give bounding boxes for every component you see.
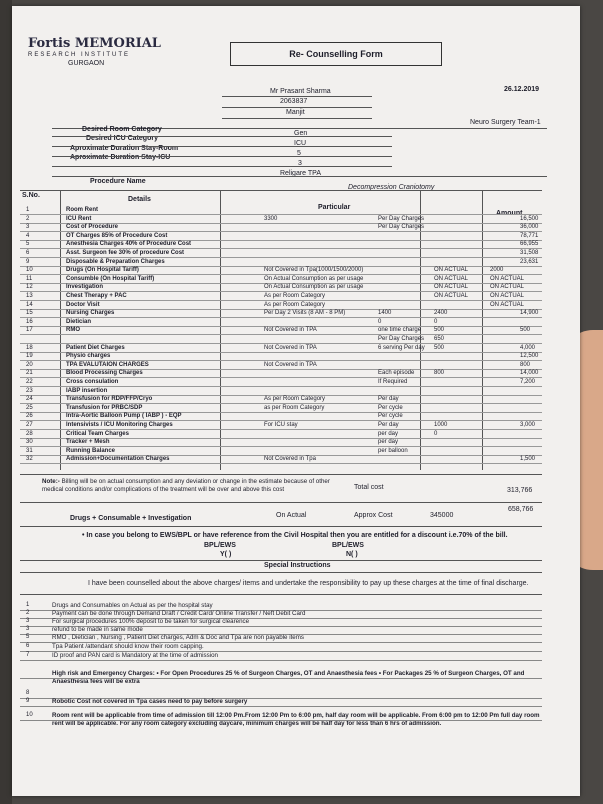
row-details: Anesthesia Charges 40% of Procedure Cost bbox=[66, 241, 192, 248]
row-details: Disposable & Preparation Charges bbox=[66, 258, 165, 265]
row-details: Doctor Visit bbox=[66, 301, 100, 308]
row-sno: 21 bbox=[26, 370, 33, 377]
table-row bbox=[20, 326, 542, 334]
instruction-text: Room rent will be applicable from time of admission till 12:00 Pm.From 12:00 Pm to 6:00 pm, half day room will be applicable. From 6:00 pm to 12:00 Pm full day room rent will be applicable. For any room category excluding daycare, minimum charges will be half day for less than 6 hrs of admission. bbox=[52, 712, 540, 727]
row-rate: Per day bbox=[378, 422, 399, 428]
row-basis: ON ACTUAL bbox=[434, 284, 469, 291]
table-row bbox=[20, 447, 542, 455]
row-details: Intensivists / ICU Monitoring Charges bbox=[66, 422, 173, 428]
row-extra: 2000 bbox=[490, 267, 504, 274]
table-row bbox=[20, 258, 542, 266]
instruction-text: High risk and Emergency Charges: • For Open Procedures 25 % of Surgeon Charges, OT and Anaesthesia fees • For Packages 25 % of Surgeon Charges, OT and Anaesthesia fees will be extra bbox=[52, 670, 525, 685]
table-row bbox=[20, 249, 542, 257]
instruction-text: For surgical procedures 100% deposit to be taken for surgical clearence bbox=[52, 618, 250, 625]
row-details: Patient Diet Charges bbox=[66, 344, 125, 351]
table-row bbox=[20, 369, 542, 377]
on-actual-label: On Actual bbox=[276, 512, 307, 519]
detail-value-4: 3 bbox=[298, 160, 302, 167]
instruction-text: ID proof and PAN card is Mandatory at the time of admission bbox=[52, 652, 218, 659]
row-particular: For ICU stay bbox=[264, 422, 298, 428]
row-rate: per balloon bbox=[378, 447, 408, 454]
row-sno: 19 bbox=[26, 353, 33, 360]
row-sno: 11 bbox=[26, 275, 33, 282]
note-label: Note:- bbox=[42, 478, 60, 485]
table-row bbox=[20, 309, 542, 317]
row-rate: 0 bbox=[378, 318, 382, 325]
row-particular: As per Room Category bbox=[264, 396, 326, 403]
detail-label-2: Desired ICU Category bbox=[86, 135, 158, 142]
row-particular: As per Room Category bbox=[264, 293, 326, 299]
row-sno: 28 bbox=[26, 430, 33, 437]
row-basis: ON ACTUAL bbox=[434, 267, 469, 274]
row-sno: 14 bbox=[26, 301, 33, 308]
row-sno: 6 bbox=[26, 250, 30, 256]
row-details: TPA EVALUTAION CHARGES bbox=[66, 361, 149, 368]
row-amount: 3,000 bbox=[520, 422, 536, 428]
instruction-number: 7 bbox=[26, 652, 30, 658]
instruction-number: 10 bbox=[26, 712, 33, 718]
row-basis: 500 bbox=[434, 344, 445, 351]
instruction-number: 3 bbox=[26, 618, 30, 624]
total-cost-label: Total cost bbox=[354, 484, 384, 491]
col-details: Details bbox=[128, 196, 151, 203]
row-sno: 23 bbox=[26, 387, 33, 394]
row-amount: 14,900 bbox=[520, 310, 539, 317]
billing-note bbox=[42, 478, 347, 494]
table-row bbox=[20, 301, 542, 309]
logo-name: Fortis MEMORIAL bbox=[28, 36, 161, 51]
table-row bbox=[20, 206, 542, 214]
approx-base-value: 345000 bbox=[430, 512, 454, 519]
row-sno: 22 bbox=[26, 379, 33, 385]
row-sno: 16 bbox=[26, 318, 33, 325]
approx-cost-value: 658,766 bbox=[508, 506, 534, 513]
row-extra: ON ACTUAL bbox=[490, 275, 525, 282]
row-amount: 36,000 bbox=[520, 224, 539, 231]
row-particular: 3300 bbox=[264, 215, 278, 222]
table-row bbox=[20, 240, 542, 248]
special-instructions-title: Special Instructions bbox=[264, 562, 331, 569]
table-row bbox=[20, 266, 542, 274]
row-amount: 7,200 bbox=[520, 379, 536, 385]
row-particular: Not Covered in Tpa(1000/1500/2000) bbox=[264, 267, 364, 274]
col-sno: S.No. bbox=[22, 192, 40, 199]
row-amount: 78,771 bbox=[520, 232, 539, 239]
row-particular: On Actual Consumption as per usage bbox=[264, 284, 364, 291]
instruction-text: Payment can be done through Demand Draft / Credit Card/ Online Transfer / Neft Debit Card bbox=[52, 610, 306, 617]
instruction-number: 6 bbox=[26, 643, 30, 649]
row-particular: Not Covered in TPA bbox=[264, 327, 317, 334]
row-details: Dietician bbox=[66, 318, 92, 325]
row-particular: Not Covered in TPA bbox=[264, 344, 317, 351]
row-rate: Per Day Charges bbox=[378, 215, 425, 222]
table-row bbox=[20, 387, 542, 395]
table-row bbox=[20, 232, 542, 240]
col-amount: Amount bbox=[496, 210, 523, 217]
form-title: Re- Counselling Form bbox=[230, 42, 442, 66]
table-row bbox=[20, 455, 542, 463]
row-particular: as per Room Category bbox=[264, 404, 325, 411]
row-details: Room Rent bbox=[66, 207, 98, 213]
row-sno: 1 bbox=[26, 207, 30, 213]
row-amount: 31,508 bbox=[520, 250, 539, 256]
row-sno: 25 bbox=[26, 404, 33, 411]
row-amount: 14,000 bbox=[520, 370, 539, 377]
row-sno: 30 bbox=[26, 439, 33, 446]
logo-subtitle: RESEARCH INSTITUTE bbox=[28, 52, 131, 58]
row-rate: Each episode bbox=[378, 370, 415, 377]
instruction-text: Drugs and Consumables on Actual as per the hospital stay bbox=[52, 602, 213, 609]
total-cost-value: 313,766 bbox=[507, 487, 533, 494]
row-details: Tracker + Mesh bbox=[66, 439, 110, 446]
row-details: Chest Therapy + PAC bbox=[66, 293, 127, 299]
row-sno: 32 bbox=[26, 456, 33, 463]
row-details: Asst. Surgeon fee 30% of procedure Cost bbox=[66, 250, 185, 256]
row-rate: Per cycle bbox=[378, 404, 403, 411]
table-row bbox=[20, 215, 542, 223]
row-sno: 2 bbox=[26, 215, 30, 222]
counselled-statement: I have been counselled about the above charges/ items and undertake the responsibility to pay up these charges at the time of final discharge. bbox=[88, 580, 529, 587]
detail-value-2: ICU bbox=[294, 140, 307, 147]
row-details: Transfusion for PRBC/SDP bbox=[66, 404, 143, 411]
row-basis: 800 bbox=[434, 370, 445, 377]
team-name: Neuro Surgery Team-1 bbox=[470, 119, 541, 126]
instruction-number: 1 bbox=[26, 602, 30, 608]
table-row bbox=[20, 421, 542, 429]
row-sno: 17 bbox=[26, 327, 33, 334]
row-rate: Per Day Charges bbox=[378, 336, 425, 342]
document-page bbox=[12, 6, 580, 796]
row-sno: 4 bbox=[26, 232, 30, 239]
instruction-text: Tpa Patient /attendant should know their room capping. bbox=[52, 643, 204, 650]
instruction-number: 2 bbox=[26, 610, 30, 616]
attendant-name: Manjit bbox=[286, 109, 305, 116]
row-amount: 23,631 bbox=[520, 258, 539, 265]
row-basis: 500 bbox=[434, 327, 445, 334]
row-sno: 27 bbox=[26, 422, 33, 428]
logo-city: GURGAON bbox=[68, 60, 105, 67]
row-sno: 10 bbox=[26, 267, 33, 274]
row-rate: If Required bbox=[378, 379, 408, 385]
row-rate: 6 serving Per day bbox=[378, 344, 425, 351]
bpl-yes-checkbox: Y( ) bbox=[220, 551, 232, 558]
approx-cost-label: Approx Cost bbox=[354, 512, 393, 519]
row-rate: Per day bbox=[378, 396, 399, 403]
form-date: 26.12.2019 bbox=[504, 86, 540, 93]
note-text: Billing will be on actual consumption and any deviation or change in the estimate because of other medical conditions and/or complications of the treatment will be over and above this cost bbox=[42, 478, 330, 493]
row-details: Drugs (On Hospital Tariff) bbox=[66, 267, 139, 274]
row-details: IABP insertion bbox=[66, 387, 108, 394]
row-details: Physio charges bbox=[66, 353, 111, 360]
row-sno: 13 bbox=[26, 293, 33, 299]
row-details: Nursing Charges bbox=[66, 310, 115, 317]
table-row bbox=[20, 335, 542, 343]
row-sno: 15 bbox=[26, 310, 33, 317]
col-particular: Particular bbox=[318, 204, 351, 211]
row-details: RMO bbox=[66, 327, 80, 334]
row-details: Cross consulation bbox=[66, 379, 119, 385]
row-details: Critical Team Charges bbox=[66, 430, 129, 437]
row-sno: 24 bbox=[26, 396, 33, 403]
row-rate: Per cycle bbox=[378, 413, 403, 420]
row-details: Blood Processing Charges bbox=[66, 370, 143, 377]
detail-label-3: Aproximate Duration Stay-Room bbox=[70, 145, 179, 152]
instruction-number: 8 bbox=[26, 690, 30, 696]
row-extra: ON ACTUAL bbox=[490, 301, 525, 308]
table-row bbox=[20, 292, 542, 300]
background-left bbox=[0, 0, 12, 804]
detail-value-3: 5 bbox=[297, 150, 301, 157]
row-details: Cost of Procedure bbox=[66, 224, 119, 231]
procedure-name: Decompression Craniotomy bbox=[348, 184, 435, 191]
row-basis: ON ACTUAL bbox=[434, 293, 469, 299]
bpl-no-checkbox: N( ) bbox=[346, 551, 358, 558]
bpl-label-2: BPL/EWS bbox=[332, 542, 364, 549]
row-rate: Per Day Charges bbox=[378, 224, 425, 231]
row-basis: 0 bbox=[434, 430, 438, 437]
table-row bbox=[20, 352, 542, 360]
row-amount: 1,500 bbox=[520, 456, 536, 463]
row-rate: per day bbox=[378, 430, 399, 437]
patient-name: Mr Prasant Sharma bbox=[270, 88, 331, 95]
bpl-label-1: BPL/EWS bbox=[204, 542, 236, 549]
drugs-label: Drugs + Consumable + Investigation bbox=[70, 515, 192, 522]
row-particular: As per Room Category bbox=[264, 301, 326, 308]
table-row bbox=[20, 430, 542, 438]
row-sno: 3 bbox=[26, 224, 30, 231]
table-row bbox=[20, 361, 542, 369]
tpa-name: Religare TPA bbox=[280, 170, 321, 177]
ews-text: In case you belong to EWS/BPL or have reference from the Civil Hospital then you are entitled for a discount i.e.70% of the bill. bbox=[86, 532, 508, 539]
row-basis: 0 bbox=[434, 318, 438, 325]
row-details: Intra-Aortic Balloon Pump ( IABP ) - EQP bbox=[66, 413, 182, 420]
row-sno: 31 bbox=[26, 447, 33, 454]
row-rate: per day bbox=[378, 439, 399, 446]
table-row bbox=[20, 404, 542, 412]
row-basis: 650 bbox=[434, 336, 445, 342]
table-row bbox=[20, 275, 542, 283]
row-particular: On Actual Consumption as per usage bbox=[264, 275, 364, 282]
table-row bbox=[20, 378, 542, 386]
instruction-number: 3 bbox=[26, 626, 30, 632]
row-extra: ON ACTUAL bbox=[490, 284, 525, 291]
detail-label-1: Desired Room Category bbox=[82, 126, 162, 133]
row-amount: 12,500 bbox=[520, 353, 539, 360]
table-row bbox=[20, 283, 542, 291]
table-row bbox=[20, 223, 542, 231]
row-extra: ON ACTUAL bbox=[490, 293, 525, 299]
row-details: OT Charges 85% of Procedure Cost bbox=[66, 232, 168, 239]
instruction-number: 9 bbox=[26, 698, 30, 704]
row-sno: 12 bbox=[26, 284, 33, 291]
row-basis: ON ACTUAL bbox=[434, 275, 469, 282]
detail-value-1: Gen bbox=[294, 130, 308, 137]
row-rate: one time charge bbox=[378, 327, 422, 334]
instruction-text: RMO , Dietician , Nursing , Patient Diet charges, Adm & Doc and Tpa are non payable items bbox=[52, 634, 304, 641]
procedure-label: Procedure Name bbox=[90, 178, 146, 185]
row-particular: Not Covered in Tpa bbox=[264, 456, 316, 463]
row-details: Investigation bbox=[66, 284, 104, 291]
row-amount: 500 bbox=[520, 327, 531, 334]
row-details: Running Balance bbox=[66, 447, 116, 454]
hospital-logo bbox=[28, 36, 168, 67]
row-amount: 800 bbox=[520, 361, 531, 368]
row-basis: 2400 bbox=[434, 310, 448, 317]
row-particular: Not Covered in TPA bbox=[264, 361, 317, 368]
row-details: Transfusion for RDP/FFP/Cryo bbox=[66, 396, 153, 403]
table-row bbox=[20, 438, 542, 446]
detail-label-4: Aproximate Duration Stay-ICU bbox=[70, 154, 171, 161]
table-row bbox=[20, 412, 542, 420]
row-sno: 5 bbox=[26, 241, 30, 248]
row-details: Consumble (On Hospital Tariff) bbox=[66, 275, 155, 282]
instruction-text: refund to be made in same mode bbox=[52, 626, 143, 633]
row-amount: 66,955 bbox=[520, 241, 539, 248]
row-details: ICU Rent bbox=[66, 215, 92, 222]
table-row bbox=[20, 344, 542, 352]
row-amount: 16,500 bbox=[520, 215, 539, 222]
table-row bbox=[20, 395, 542, 403]
row-sno: 9 bbox=[26, 258, 30, 265]
row-details: Admission+Documentation Charges bbox=[66, 456, 170, 463]
row-sno: 18 bbox=[26, 344, 33, 351]
row-sno: 26 bbox=[26, 413, 33, 420]
table-row bbox=[20, 318, 542, 326]
row-amount: 4,000 bbox=[520, 344, 536, 351]
ews-notice: • In case you belong to EWS/BPL or have reference from the Civil Hospital then you are entitled for a discount i.e.70% of the bill. bbox=[82, 532, 508, 539]
instruction-text: Robotic Cost not covered in Tpa cases need to pay before surgery bbox=[52, 698, 248, 705]
instruction-number: 5 bbox=[26, 634, 30, 640]
row-rate: 1400 bbox=[378, 310, 392, 317]
row-sno: 20 bbox=[26, 361, 33, 368]
patient-id: 2063837 bbox=[280, 98, 308, 105]
row-particular: Per Day 2 Visits (8 AM - 8 PM) bbox=[264, 310, 346, 317]
row-basis: 1000 bbox=[434, 422, 448, 428]
